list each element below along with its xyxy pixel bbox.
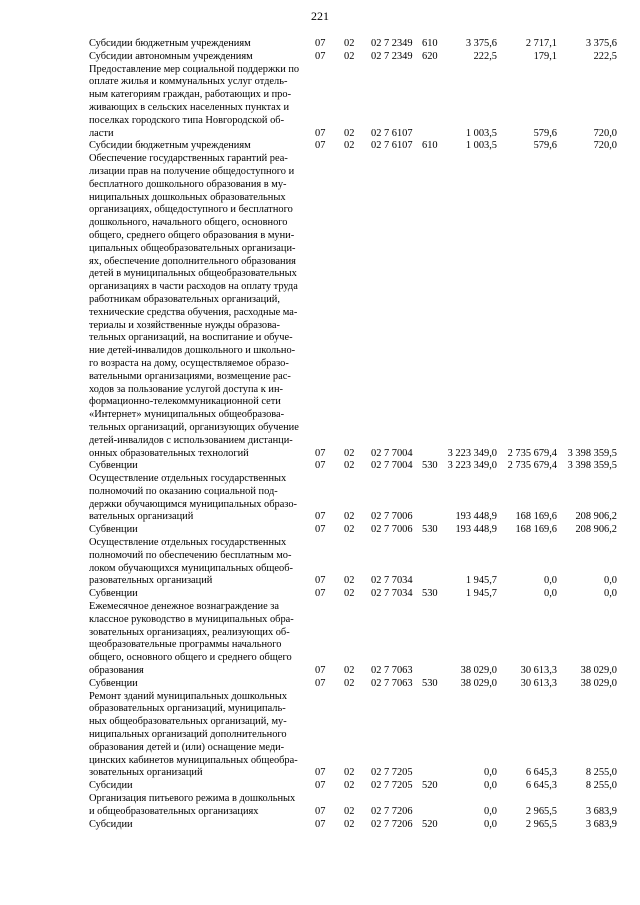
section-code: 07 — [315, 767, 326, 779]
expense-type-code: 530 — [422, 677, 438, 689]
row-cells — [89, 511, 617, 524]
target-article-code: 02 7 7034 — [371, 575, 413, 587]
row-cells — [89, 678, 617, 691]
amount-year-3: 8 255,0 — [585, 767, 617, 779]
amount-year-2: 179,1 — [533, 50, 557, 62]
row-cells — [89, 588, 617, 601]
row-description: Организация питьевого режима в дошкольных и общеобразовательных организациях — [89, 793, 296, 817]
amount-year-1: 1 003,5 — [465, 140, 497, 152]
row-cells — [89, 806, 617, 819]
amount-year-1: 193 448,9 — [455, 524, 497, 536]
section-code: 07 — [315, 780, 326, 792]
amount-year-3: 720,0 — [593, 127, 617, 139]
amount-year-3: 3 683,9 — [585, 818, 617, 830]
amount-year-2: 2 735 679,4 — [507, 460, 557, 472]
subsection-code: 02 — [344, 780, 355, 792]
section-code: 07 — [315, 588, 326, 600]
amount-year-1: 193 448,9 — [455, 511, 497, 523]
section-code: 07 — [315, 447, 326, 459]
amount-year-1: 3 375,6 — [465, 38, 497, 49]
subsection-code: 02 — [344, 460, 355, 472]
subsection-code: 02 — [344, 575, 355, 587]
row-description: Субсидии автономным учреждениям — [89, 50, 253, 62]
amount-year-3: 720,0 — [593, 140, 617, 152]
table-row — [89, 588, 617, 601]
amount-year-2: 0,0 — [544, 588, 557, 600]
amount-year-2: 2 965,5 — [525, 818, 557, 830]
subsection-code: 02 — [344, 38, 355, 49]
target-article-code: 02 7 7004 — [371, 447, 413, 459]
row-description: Субвенции — [89, 524, 138, 536]
amount-year-3: 38 029,0 — [580, 677, 617, 689]
row-cells — [89, 460, 617, 473]
subsection-code: 02 — [344, 665, 355, 677]
amount-year-3: 208 906,2 — [575, 524, 617, 536]
amount-year-2: 30 613,3 — [520, 665, 557, 677]
table-row — [89, 819, 617, 832]
target-article-code: 02 7 7063 — [371, 677, 413, 689]
amount-year-3: 8 255,0 — [585, 780, 617, 792]
section-code: 07 — [315, 818, 326, 830]
target-article-code: 02 7 2349 — [371, 50, 413, 62]
amount-year-1: 38 029,0 — [460, 677, 497, 689]
amount-year-2: 168 169,6 — [515, 524, 557, 536]
section-code: 07 — [315, 575, 326, 587]
row-description: Субвенции — [89, 677, 138, 689]
amount-year-3: 0,0 — [604, 575, 617, 587]
subsection-code: 02 — [344, 818, 355, 830]
subsection-code: 02 — [344, 767, 355, 779]
amount-year-2: 6 645,3 — [525, 780, 557, 792]
table-row — [89, 140, 617, 153]
amount-year-1: 3 223 349,0 — [447, 460, 497, 472]
row-cells — [89, 767, 617, 780]
table-row — [89, 473, 617, 524]
table-row — [89, 153, 617, 460]
page-number: 221 — [311, 9, 329, 23]
subsection-code: 02 — [344, 511, 355, 523]
expense-type-code: 530 — [422, 588, 438, 600]
subsection-code: 02 — [344, 677, 355, 689]
row-cells — [89, 128, 617, 141]
section-code: 07 — [315, 140, 326, 152]
amount-year-2: 579,6 — [533, 127, 557, 139]
row-description: Субвенции — [89, 460, 138, 472]
amount-year-3: 208 906,2 — [575, 511, 617, 523]
table-row — [89, 460, 617, 473]
amount-year-3: 222,5 — [593, 50, 617, 62]
table-row — [89, 51, 617, 64]
table-row — [89, 524, 617, 537]
target-article-code: 02 7 7206 — [371, 818, 413, 830]
row-description: Осуществление отдельных государственных полномочий по обеспечению бесплатным мо- локом обучающихся муниципальных общеоб- разовательных организаций — [89, 537, 293, 587]
row-description: Предоставление мер социальной поддержки по оплате жилья и коммунальных услуг отдель- ным категориям граждан, работающих и про- живающих в сельских населенных пунктах и поселках городского типа Новгородской об- ласти — [89, 63, 300, 139]
row-cells — [89, 575, 617, 588]
amount-year-2: 168 169,6 — [515, 511, 557, 523]
amount-year-1: 1 945,7 — [465, 575, 497, 587]
section-code: 07 — [315, 511, 326, 523]
amount-year-2: 2 965,5 — [525, 805, 557, 817]
amount-year-1: 0,0 — [484, 818, 497, 830]
table-row — [89, 780, 617, 793]
expense-type-code: 520 — [422, 818, 438, 830]
amount-year-2: 579,6 — [533, 140, 557, 152]
amount-year-3: 3 683,9 — [585, 805, 617, 817]
amount-year-1: 1 003,5 — [465, 127, 497, 139]
section-code: 07 — [315, 50, 326, 62]
expense-type-code: 530 — [422, 460, 438, 472]
row-cells — [89, 524, 617, 537]
target-article-code: 02 7 7006 — [371, 511, 413, 523]
amount-year-1: 1 945,7 — [465, 588, 497, 600]
target-article-code: 02 7 7034 — [371, 588, 413, 600]
target-article-code: 02 7 2349 — [371, 38, 413, 49]
table-row — [89, 38, 617, 51]
amount-year-2: 0,0 — [544, 575, 557, 587]
section-code: 07 — [315, 524, 326, 536]
subsection-code: 02 — [344, 588, 355, 600]
expense-type-code: 610 — [422, 140, 438, 152]
target-article-code: 02 7 7004 — [371, 460, 413, 472]
section-code: 07 — [315, 460, 326, 472]
row-description: Обеспечение государственных гарантий реа- лизации прав на получение общедоступного и бесплатного дошкольного образования в му- ниципальных дошкольных образовательных организациях, общедоступного и бесплатного дошкольного, начального общего, основного общего, среднего общего образования в муни- ципальных общеобразовательных организаци- ях, обеспечение дополнительного образования детей в муниципальных общеобразовательных организациях в части расходов на оплату труда работникам образовательных организаций, технические средства обучения, расходные ма- териалы и хозяйственные нужды образова- тельных организаций, на воспитание и обуче- ние детей-инвалидов дошкольного и школьно- го возраста на дому, осуществляемое образо- вательными организациями, возмещение рас- ходов за пользование услугой доступа к ин- формационно-телекоммуникационной сети «Интернет» муниципальных общеобразова- тельных организаций, организующих обучение детей-инвалидов с использованием дистанци- онных образовательных технологий — [89, 153, 299, 459]
table-row — [89, 64, 617, 141]
row-cells — [89, 51, 617, 64]
expense-type-code: 520 — [422, 780, 438, 792]
row-description: Осуществление отдельных государственных полномочий по оказанию социальной под- держки обучающимся муниципальных образо- вательных организаций — [89, 473, 298, 523]
target-article-code: 02 7 6107 — [371, 140, 413, 152]
subsection-code: 02 — [344, 805, 355, 817]
target-article-code: 02 7 7006 — [371, 524, 413, 536]
row-cells — [89, 140, 617, 153]
table-row — [89, 537, 617, 588]
amount-year-2: 6 645,3 — [525, 767, 557, 779]
amount-year-1: 0,0 — [484, 780, 497, 792]
target-article-code: 02 7 7206 — [371, 805, 413, 817]
row-cells — [89, 448, 617, 461]
amount-year-3: 0,0 — [604, 588, 617, 600]
row-description: Субсидии бюджетным учреждениям — [89, 38, 251, 49]
amount-year-2: 2 717,1 — [525, 38, 557, 49]
subsection-code: 02 — [344, 524, 355, 536]
row-cells — [89, 38, 617, 51]
expense-type-code: 610 — [422, 38, 438, 49]
section-code: 07 — [315, 677, 326, 689]
section-code: 07 — [315, 127, 326, 139]
subsection-code: 02 — [344, 447, 355, 459]
subsection-code: 02 — [344, 127, 355, 139]
row-description: Субсидии — [89, 780, 133, 792]
expense-type-code: 620 — [422, 50, 438, 62]
amount-year-3: 3 398 359,5 — [567, 447, 617, 459]
amount-year-1: 0,0 — [484, 805, 497, 817]
amount-year-1: 38 029,0 — [460, 665, 497, 677]
target-article-code: 02 7 7205 — [371, 767, 413, 779]
amount-year-2: 30 613,3 — [520, 677, 557, 689]
table-row — [89, 678, 617, 691]
budget-table — [89, 38, 617, 831]
expense-type-code: 530 — [422, 524, 438, 536]
target-article-code: 02 7 6107 — [371, 127, 413, 139]
amount-year-3: 3 398 359,5 — [567, 460, 617, 472]
amount-year-2: 2 735 679,4 — [507, 447, 557, 459]
amount-year-1: 222,5 — [473, 50, 497, 62]
table-row — [89, 691, 617, 781]
row-cells — [89, 780, 617, 793]
target-article-code: 02 7 7205 — [371, 780, 413, 792]
row-cells — [89, 819, 617, 832]
row-cells — [89, 665, 617, 678]
section-code: 07 — [315, 38, 326, 49]
row-description: Субвенции — [89, 588, 138, 600]
amount-year-3: 3 375,6 — [585, 38, 617, 49]
target-article-code: 02 7 7063 — [371, 665, 413, 677]
amount-year-3: 38 029,0 — [580, 665, 617, 677]
amount-year-1: 0,0 — [484, 767, 497, 779]
row-description: Субсидии бюджетным учреждениям — [89, 140, 251, 152]
amount-year-1: 3 223 349,0 — [447, 447, 497, 459]
section-code: 07 — [315, 665, 326, 677]
row-description: Субсидии — [89, 818, 133, 830]
row-description: Ремонт зданий муниципальных дошкольных образовательных организаций, муниципаль- ных общеобразовательных организаций, му- ниципальных организаций дополнительного образования детей и (или) оснащение меди- цинских кабинетов муниципальных общеобра- зовательных организаций — [89, 690, 298, 779]
subsection-code: 02 — [344, 50, 355, 62]
table-row — [89, 601, 617, 678]
section-code: 07 — [315, 805, 326, 817]
table-row — [89, 793, 617, 819]
row-description: Ежемесячное денежное вознаграждение за классное руководство в муниципальных обра- зовательных организациях, реализующих об- щеобразовательные программы начального общего, основного общего и среднего общего образования — [89, 601, 294, 677]
subsection-code: 02 — [344, 140, 355, 152]
